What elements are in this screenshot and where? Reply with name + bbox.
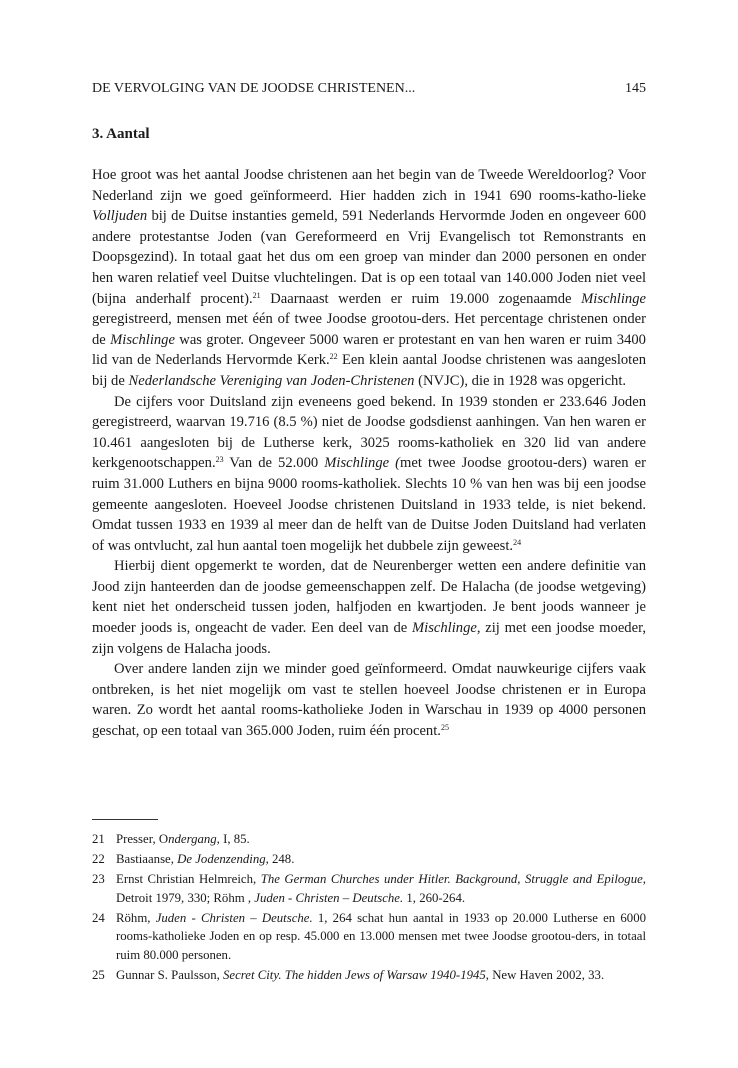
text-run: Over andere landen zijn we minder goed geïnformeerd. Omdat nauwkeurige cijfers vaak ontbreken, is het niet mogelijk om vast te stellen hoeveel Joodse christenen er in Europa waren. Zo wordt het aantal rooms-katholieke Joden in Warschau in 1939 op 4000 personen geschat, op een totaal van 365.000 Joden, ruim één procent. [92,661,646,740]
footnote [92,830,646,849]
italic-text: Mischlinge [581,290,646,307]
text-run: Presser, O [116,832,169,846]
footnote [92,870,646,907]
italic-text: Mischlinge [412,620,477,637]
text-run: 1, 264 schat hun aantal in 1933 op 20.000 Lutherse en 6000 rooms-katholieke Joden en op resp. 45.000 en 13.000 mensen met twee Joodse grootou-ders, in totaal ruim 80.000 personen. [116,910,646,963]
text-run: Hierbij dient opgemerkt te worden, dat de Neurenberger wetten een andere definitie van Jood zijn hanteerden dan de joodse gemeenschappen zelf. De Halacha (de joodse wetgeving) kent niet het onderscheid tussen joden, halfjoden en kwartjoden. Je bent joods wanneer je moeder joods is, ongeacht de vader. Een deel van de [92,558,646,637]
text-run: was groter. Ongeveer 5000 waren er protestant en van hen waren er ruim 3400 lid van de Nederlands Hervormde Kerk. [92,331,646,369]
footnote-ref: 22 [329,352,338,362]
text-run: Bastiaanse, [116,852,178,867]
footnote-text [116,872,646,905]
italic-text: Volljuden [92,208,148,225]
text-run: Van de 52.000 [223,455,325,472]
text-run: Ernst Christian Helmreich, [116,872,261,887]
text-run: 1, 260-264. [403,890,466,905]
footnote [92,909,646,965]
text-run: I, 85. [219,832,250,846]
footnotes [92,830,646,986]
text-run: , zij met een joodse moeder, zijn volgens de Halacha joods. [92,620,646,657]
text-run: Gunnar S. Paulsson, [116,968,223,983]
text-run: , New Haven 2002, 33. [485,968,605,983]
footnote-number: 24 [92,910,105,925]
italic-text: Juden - Christen – Deutsche. [155,910,313,925]
italic-text: Secret City. The hidden Jews of Warsaw 1940-1945 [223,968,486,983]
text-run: , Detroit 1979, 330; Röhm , [116,872,646,905]
footnote-text [116,852,294,866]
body-text [92,165,646,742]
page-number: 145 [625,81,646,96]
running-header [92,79,646,99]
italic-text: The German Churches under Hitler. Background, Struggle and Epilogue [260,872,643,887]
paragraph [92,165,646,392]
text-run: met twee Joodse grootou-ders) waren er ruim 31.000 Luthers en bijna 9000 rooms-katholiek. Slechts 10 % van hen was bij een joodse gemeente aangesloten. Hoeveel Joodse christenen Duitsland in 1933 telde, is niet bekend. Omdat tussen 1933 en 1939 al meer dan de helft van de Duitse Joden Duitsland had verlaten of was ontvlucht, zal hun aantal toen mogelijk het dubbele zijn geweest. [92,455,646,554]
footnote-separator [92,819,158,820]
paragraph [92,659,646,741]
running-title: DE VERVOLGING VAN DE JOODSE CHRISTENEN... [92,81,416,96]
text-run: Daarnaast werden er ruim 19.000 zogenaamde [260,290,582,307]
text-run: 248. [268,852,295,867]
footnote-number: 22 [92,852,105,867]
footnote-number: 25 [92,968,105,983]
paragraph [92,556,646,659]
text-run: De cijfers voor Duitsland zijn eveneens goed bekend. In 1939 stonden er 233.646 Joden geregistreerd, waarvan 19.716 (8.5 %) niet de Joodse godsdienst aanhingen. Van hen waren er 10.461 aangesloten bij de Lutherse kerk, 3025 rooms-katholiek en 320 lid van andere kerkgenootschappen. [92,393,646,472]
paragraph [92,392,646,557]
text-run: Hoe groot was het aantal Joodse christenen aan het begin van de Tweede Wereldoorlog? Voor Nederland zijn we goed geïnformeerd. Hier hadden zich in 1941 690 rooms-katho-lieke [92,167,646,204]
italic-text: ndergang, [168,832,220,846]
text-run: geregistreerd, mensen met één of twee Joodse grootou-ders. Het percentage christenen onder de [92,311,646,348]
footnote-ref: 24 [513,537,522,547]
italic-text: Mischlinge [110,331,175,348]
footnote-text [116,911,646,962]
footnote-ref: 23 [215,455,224,465]
text-run: Röhm, [116,910,156,925]
text-run: Een klein aantal Joodse christenen was aangesloten bij de [92,352,647,389]
footnote-ref: 25 [440,723,449,733]
footnote [92,850,646,869]
italic-text: Nederlandsche Vereniging van Joden-Christenen [128,372,415,389]
footnote-number: 21 [92,832,105,846]
section-heading: 3. Aantal [92,126,150,142]
footnote [92,966,646,985]
text-run: bij de Duitse instanties gemeld, 591 Nederlands Hervormde Joden en ongeveer 600 andere protestantse Joden (van Gereformeerd en Vrij Evangelisch tot Remonstrants en Doopsgezind). In totaal gaat het dus om een groep van minder dan 2000 personen en onder hen waren relatief veel Duitse vluchtelingen. Dat is op een totaal van 140.000 Joden niet veel (bijna anderhalf procent). [92,208,646,307]
italic-text: De Jodenzending, [177,852,269,867]
footnote-ref: 21 [252,290,261,300]
text-run: (NVJC), die in 1928 was opgericht. [414,372,627,389]
footnote-number: 23 [92,872,105,887]
footnote-text [116,832,250,846]
footnote-text [116,968,604,982]
italic-text: Mischlinge ( [324,455,401,472]
italic-text: Juden - Christen – Deutsche. [254,890,404,905]
